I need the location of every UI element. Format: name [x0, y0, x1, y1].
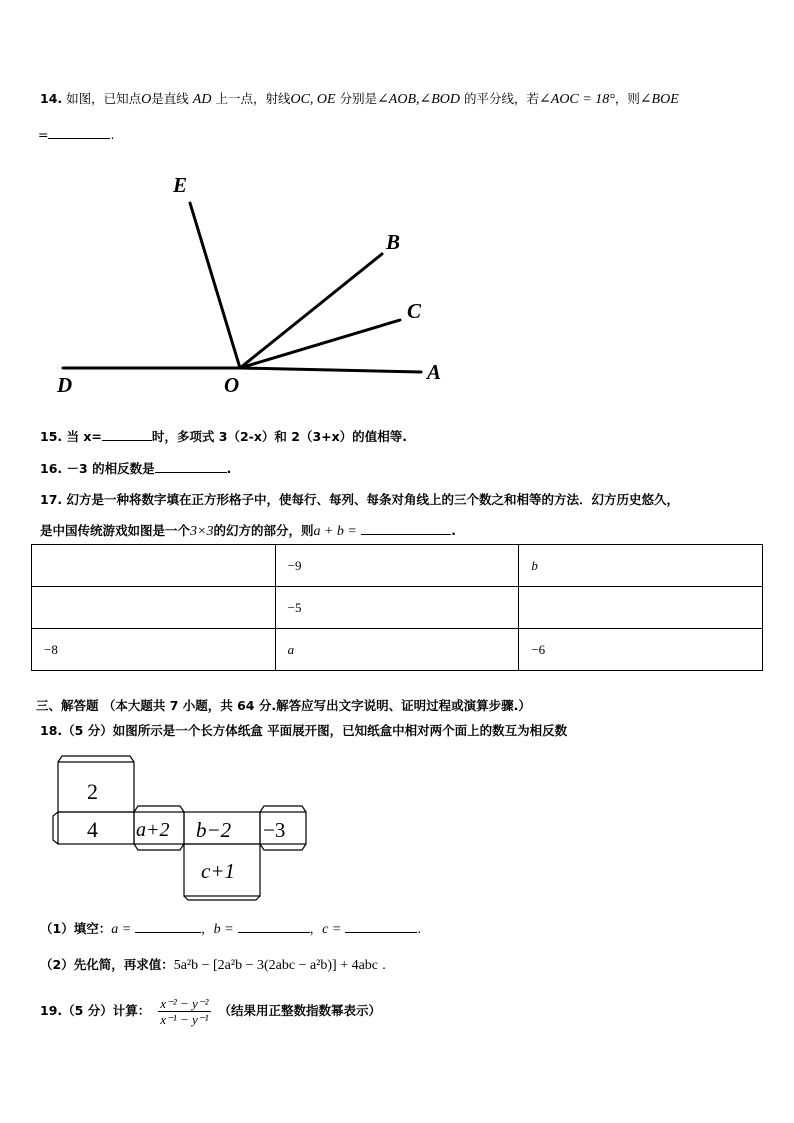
- ray-ob: [240, 254, 382, 368]
- table-cell: [519, 587, 763, 629]
- table-cell: [32, 587, 276, 629]
- question-19: [40, 996, 381, 1027]
- question-text: 如图所示是一个长方体纸盒 平面展开图，已知纸盒中相对两个面上的数互为相反数: [112, 723, 568, 738]
- table-row: [32, 629, 763, 671]
- table-cell: −5: [275, 587, 519, 629]
- table-cell: −9: [275, 545, 519, 587]
- table-cell: b: [519, 545, 763, 587]
- math-inline: a + b =: [313, 524, 357, 539]
- answer-blank-b[interactable]: [238, 920, 310, 933]
- separator: ，: [309, 921, 323, 936]
- question-number: 17.: [40, 492, 63, 507]
- label-e: E: [173, 173, 188, 197]
- net-top: 2: [87, 779, 98, 804]
- table-row: [32, 587, 763, 629]
- question-14-line-2: [38, 126, 114, 142]
- angle-figure: [0, 160, 470, 405]
- label-b: B: [386, 230, 401, 254]
- question-number: 15.: [40, 429, 63, 444]
- answer-blank-a[interactable]: [135, 920, 201, 933]
- label-d: D: [57, 373, 73, 397]
- fraction-numerator: x⁻² − y⁻²: [160, 996, 209, 1011]
- net-mid2: b−2: [196, 818, 232, 842]
- question-text: 是中国传统游戏如图是一个: [40, 523, 191, 538]
- part-label: （1）填空：: [40, 921, 112, 936]
- net-right: −3: [263, 818, 286, 842]
- question-text: 的幻方的部分，则: [213, 523, 314, 538]
- answer-blank-c[interactable]: [345, 920, 417, 933]
- ray-oc: [240, 320, 400, 368]
- math-inline: O: [141, 92, 152, 107]
- question-text: 是直线: [151, 91, 189, 106]
- table-cell: −8: [32, 629, 276, 671]
- answer-blank[interactable]: [102, 428, 152, 441]
- part-label: （2）先化简，再求值：: [40, 957, 174, 972]
- math-inline: AD: [192, 92, 212, 107]
- ray-oa: [240, 368, 421, 372]
- math-inline: c =: [322, 922, 342, 937]
- math-inline: 3×3: [190, 524, 214, 539]
- question-text: ，则: [614, 91, 640, 106]
- question-text: 当 x=: [66, 429, 102, 444]
- box-net-figure: [48, 752, 318, 902]
- separator: ，: [201, 921, 214, 936]
- score: （5 分）: [62, 723, 113, 738]
- math-inline: ∠AOB,∠BOD: [377, 92, 461, 107]
- score: （5 分）: [62, 1003, 113, 1018]
- label-a: A: [427, 360, 442, 384]
- ray-oe: [190, 203, 240, 368]
- math-inline: a =: [111, 922, 132, 937]
- question-text: 分别是: [339, 91, 378, 106]
- table-cell: [32, 545, 276, 587]
- question-text: 的平分线，若: [464, 91, 540, 106]
- answer-blank[interactable]: [361, 522, 451, 535]
- label-o: O: [224, 373, 240, 397]
- table-row: [32, 545, 763, 587]
- question-17-line-2: [40, 521, 456, 540]
- period: .: [451, 523, 456, 538]
- period: .: [382, 957, 386, 972]
- net-bottom: c+1: [201, 859, 235, 883]
- question-18-part-1: [40, 919, 421, 938]
- fraction: [158, 996, 210, 1027]
- question-14-line-1: [40, 89, 679, 108]
- answer-blank[interactable]: [48, 126, 110, 139]
- question-number: 14.: [40, 91, 63, 106]
- period: .: [417, 921, 422, 936]
- question-text: （结果用正整数指数幂表示）: [218, 1003, 382, 1018]
- question-text: 如图，已知点: [66, 91, 142, 106]
- question-text: 时，多项式 3（2-x）和 2（3+x）的值相等.: [151, 429, 407, 444]
- question-16: [40, 459, 231, 477]
- question-number: 19.: [40, 1003, 63, 1018]
- net-left: 4: [87, 817, 98, 842]
- question-18: [40, 721, 567, 739]
- question-text: －3 的相反数是: [66, 461, 155, 476]
- question-number: 18.: [40, 723, 63, 738]
- question-15: [40, 427, 407, 445]
- table-cell: a: [275, 629, 519, 671]
- fraction-denominator: x⁻¹ − y⁻¹: [160, 1012, 209, 1027]
- table-cell: −6: [519, 629, 763, 671]
- math-expression: 5a²b − [2a²b − 3(2abc − a²b)] + 4abc: [173, 958, 379, 973]
- question-text: 上一点，射线: [215, 91, 291, 106]
- math-inline: b =: [213, 922, 234, 937]
- question-text: 幻方是一种将数字填在正方形格子中，使每行、每列、每条对角线上的三个数之和相等的方法．幻方历史悠久，: [66, 492, 680, 507]
- math-inline: ∠AOC = 18°: [539, 92, 615, 107]
- magic-square-table: [31, 544, 763, 671]
- period: .: [226, 461, 232, 476]
- math-inline: ∠BOE: [639, 92, 679, 107]
- period: .: [110, 127, 115, 142]
- label-c: C: [407, 299, 422, 323]
- question-number: 16.: [40, 461, 63, 476]
- math-inline: OC, OE: [290, 92, 336, 107]
- question-17-line-1: [40, 490, 679, 508]
- question-18-part-2: [40, 955, 386, 974]
- section-heading: 三、解答题 （本大题共 7 小题，共 64 分.解答应写出文字说明、证明过程或演算步骤.）: [36, 698, 531, 713]
- question-text: 计算：: [112, 1003, 151, 1018]
- answer-blank[interactable]: [155, 460, 227, 473]
- equals-sign: =: [38, 127, 49, 142]
- net-mid1: a+2: [136, 819, 170, 841]
